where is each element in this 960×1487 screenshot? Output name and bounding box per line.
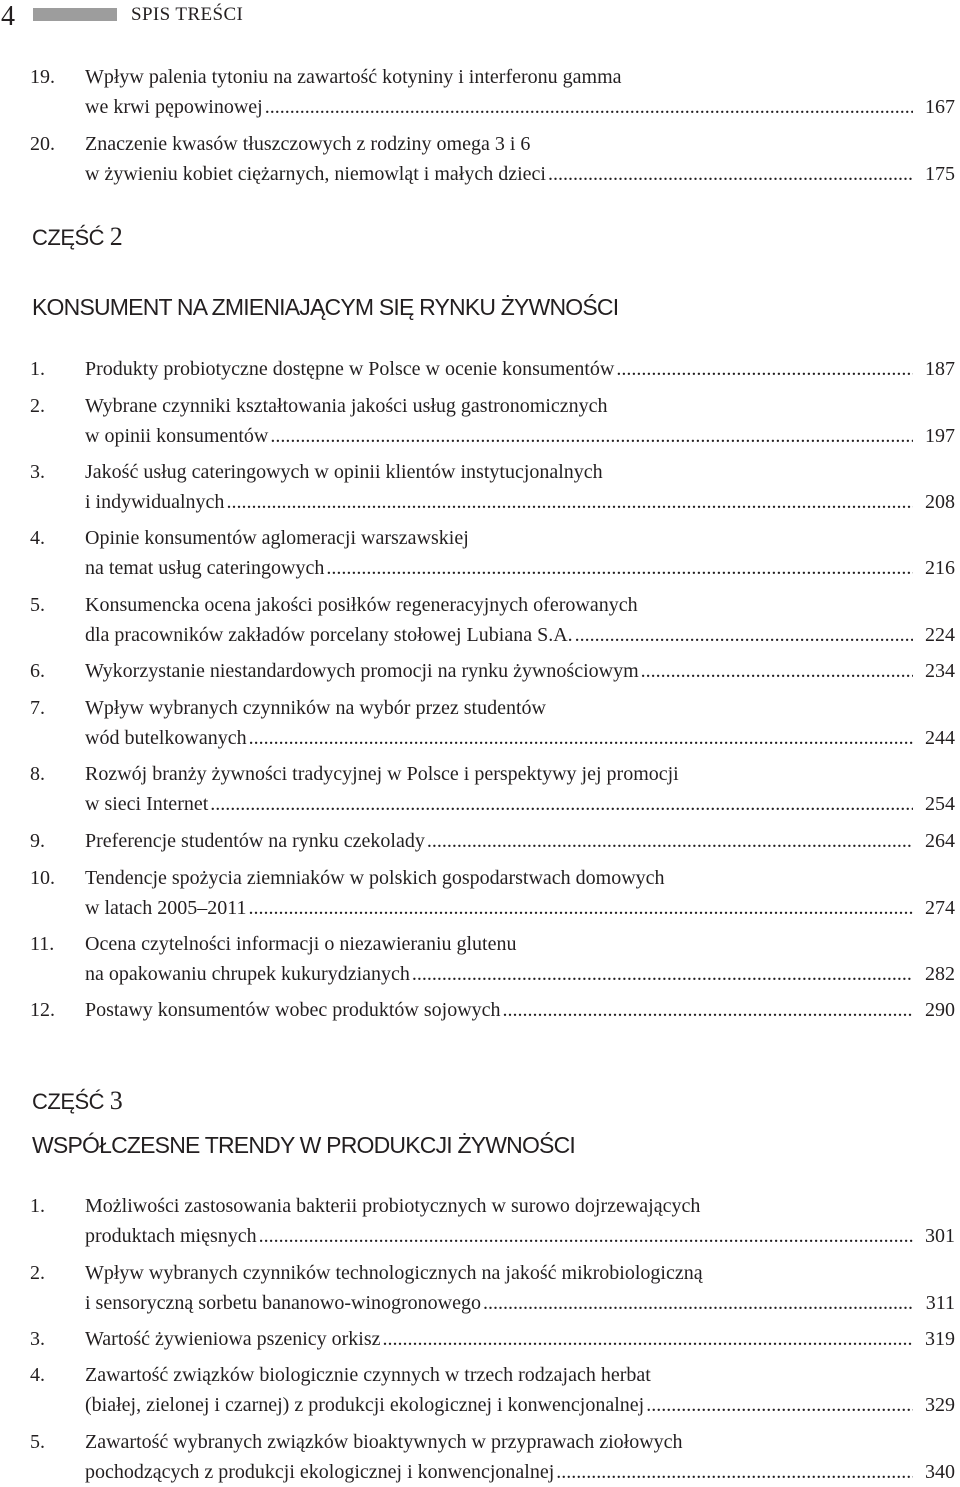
toc-entry-title-line: Wpływ palenia tytoniu na zawartość kotyniny i interferonu gamma xyxy=(85,66,622,88)
part-label-number: 2 xyxy=(109,222,123,251)
toc-entry-title-line: Zawartość wybranych związków bioaktywnych w przyprawach ziołowych xyxy=(85,1431,683,1453)
leader-dots xyxy=(548,160,913,189)
toc-entry-page: 234 xyxy=(925,660,955,682)
toc-entry-number: 6. xyxy=(30,660,45,682)
toc-entry-title-line: Produkty probiotyczne dostępne w Polsce w ocenie konsumentów xyxy=(85,358,615,380)
toc-entry-title-line: wód butelkowanych xyxy=(85,727,247,749)
toc-entry-title-line: Wpływ wybranych czynników na wybór przez studentów xyxy=(85,697,546,719)
toc-entry-title-line: na temat usług cateringowych xyxy=(85,557,325,579)
toc-entry-last-line xyxy=(85,1222,955,1251)
part-label-text: CZĘŚĆ xyxy=(32,1089,105,1114)
toc-entry-page: 340 xyxy=(925,1461,955,1483)
toc-entry-last-line xyxy=(85,724,955,753)
toc-entry-last-line xyxy=(85,1458,955,1487)
leader-dots xyxy=(265,93,913,122)
leader-dots xyxy=(270,422,913,451)
toc-entry-page: 254 xyxy=(925,793,955,815)
toc-entry-page: 167 xyxy=(925,96,955,118)
toc-entry-page: 208 xyxy=(925,491,955,513)
toc-entry-last-line xyxy=(85,488,955,517)
toc-entry-number: 5. xyxy=(30,594,45,616)
toc-entry-last-line xyxy=(85,422,955,451)
leader-dots xyxy=(556,1458,913,1487)
toc-entry-page: 175 xyxy=(925,163,955,185)
toc-entry-page: 282 xyxy=(925,963,955,985)
part-label-text: CZĘŚĆ xyxy=(32,225,105,250)
toc-entry-title-line: Wpływ wybranych czynników technologicznych na jakość mikrobiologiczną xyxy=(85,1262,703,1284)
toc-entry-number: 4. xyxy=(30,527,45,549)
leader-dots xyxy=(248,894,913,923)
toc-entry-title-line: Wybrane czynniki kształtowania jakości usług gastronomicznych xyxy=(85,395,608,417)
part-heading-label xyxy=(32,1086,122,1117)
toc-entry-title-line: Konsumencka ocena jakości posiłków regeneracyjnych oferowanych xyxy=(85,594,638,616)
toc-entry-title-line: (białej, zielonej i czarnej) z produkcji ekologicznej i konwencjonalnej xyxy=(85,1394,645,1416)
part-title: WSPÓŁCZESNE TRENDY W PRODUKCJI ŻYWNOŚCI xyxy=(32,1132,576,1158)
toc-entry-last-line xyxy=(85,657,955,686)
toc-entry-title-line: na opakowaniu chrupek kukurydzianych xyxy=(85,963,410,985)
toc-entry-title-line: Znaczenie kwasów tłuszczowych z rodziny omega 3 i 6 xyxy=(85,133,531,155)
toc-entry-page: 319 xyxy=(925,1328,955,1350)
toc-entry-title-line: w opinii konsumentów xyxy=(85,425,269,447)
toc-entry-title-line: Ocena czytelności informacji o niezawieraniu glutenu xyxy=(85,933,517,955)
toc-entry-title-line: we krwi pępowinowej xyxy=(85,96,263,118)
toc-entry-last-line xyxy=(85,827,955,856)
leader-dots xyxy=(226,488,913,517)
toc-entry-title-line: Możliwości zastosowania bakterii probiotycznych w surowo dojrzewających xyxy=(85,1195,701,1217)
toc-entry-title-line: Wartość żywieniowa pszenicy orkisz xyxy=(85,1328,381,1350)
leader-dots xyxy=(646,1391,913,1420)
toc-entry-number: 2. xyxy=(30,1262,45,1284)
toc-entry-title-line: w sieci Internet xyxy=(85,793,209,815)
leader-dots xyxy=(210,790,913,819)
toc-entry-title-line: w żywieniu kobiet ciężarnych, niemowląt i małych dzieci xyxy=(85,163,546,185)
leader-dots xyxy=(259,1222,913,1251)
toc-entry-last-line xyxy=(85,621,955,650)
toc-entry-last-line xyxy=(85,790,955,819)
toc-entry-last-line xyxy=(85,1391,955,1420)
page-number: 4 xyxy=(1,1,15,32)
leader-dots xyxy=(412,960,913,989)
toc-entry-last-line xyxy=(85,1325,955,1354)
toc-entry-number: 10. xyxy=(30,867,55,889)
toc-entry-number: 12. xyxy=(30,999,55,1021)
toc-entry-number: 5. xyxy=(30,1431,45,1453)
page-header xyxy=(0,0,960,36)
toc-entry-last-line xyxy=(85,1289,955,1318)
running-head: SPIS TREŚCI xyxy=(131,4,244,25)
toc-entry-title-line: Wykorzystanie niestandardowych promocji na rynku żywnościowym xyxy=(85,660,639,682)
toc-entry-page: 224 xyxy=(925,624,955,646)
toc-entry-number: 4. xyxy=(30,1364,45,1386)
toc-entry-number: 3. xyxy=(30,1328,45,1350)
toc-entry-page: 216 xyxy=(925,557,955,579)
leader-dots xyxy=(575,621,913,650)
toc-entry-page: 264 xyxy=(925,830,955,852)
toc-entry-page: 274 xyxy=(925,897,955,919)
toc-entry-title-line: Tendencje spożycia ziemniaków w polskich gospodarstwach domowych xyxy=(85,867,665,889)
toc-entry-number: 1. xyxy=(30,358,45,380)
toc-entry-title-line: Rozwój branży żywności tradycyjnej w Polsce i perspektywy jej promocji xyxy=(85,763,679,785)
leader-dots xyxy=(427,827,913,856)
toc-entry-last-line xyxy=(85,894,955,923)
toc-entry-number: 11. xyxy=(30,933,55,955)
toc-entry-page: 329 xyxy=(925,1394,955,1416)
leader-dots xyxy=(483,1289,913,1318)
toc-entry-number: 1. xyxy=(30,1195,45,1217)
header-bar-decoration xyxy=(33,8,117,21)
toc-entry-title-line: produktach mięsnych xyxy=(85,1225,257,1247)
toc-entry-last-line xyxy=(85,960,955,989)
toc-entry-page: 301 xyxy=(925,1225,955,1247)
toc-entry-number: 9. xyxy=(30,830,45,852)
toc-entry-title-line: Zawartość związków biologicznie czynnych w trzech rodzajach herbat xyxy=(85,1364,651,1386)
toc-entry-title-line: i sensoryczną sorbetu bananowo-winogronowego xyxy=(85,1292,482,1314)
leader-dots xyxy=(503,996,913,1025)
toc-entry-page: 311 xyxy=(925,1292,955,1314)
toc-entry-title-line: w latach 2005–2011 xyxy=(85,897,247,919)
toc-entry-last-line xyxy=(85,996,955,1025)
toc-entry-title-line: dla pracowników zakładów porcelany stołowej Lubiana S.A. xyxy=(85,624,573,646)
leader-dots xyxy=(616,355,913,384)
toc-entry-number: 3. xyxy=(30,461,45,483)
toc-entry-title-line: pochodzących z produkcji ekologicznej i konwencjonalnej xyxy=(85,1461,555,1483)
toc-entry-title-line: Postawy konsumentów wobec produktów sojowych xyxy=(85,999,501,1021)
toc-entry-title-line: i indywidualnych xyxy=(85,491,225,513)
toc-entry-title-line: Preferencje studentów na rynku czekolady xyxy=(85,830,425,852)
toc-entry-page: 187 xyxy=(925,358,955,380)
part-heading-label xyxy=(32,222,122,253)
toc-entry-last-line xyxy=(85,355,955,384)
toc-entry-page: 244 xyxy=(925,727,955,749)
toc-entry-number: 20. xyxy=(30,133,55,155)
toc-entry-number: 2. xyxy=(30,395,45,417)
leader-dots xyxy=(383,1325,913,1354)
toc-entry-title-line: Opinie konsumentów aglomeracji warszawskiej xyxy=(85,527,469,549)
toc-entry-number: 19. xyxy=(30,66,55,88)
leader-dots xyxy=(641,657,913,686)
toc-entry-number: 8. xyxy=(30,763,45,785)
toc-entry-number: 7. xyxy=(30,697,45,719)
toc-entry-title-line: Jakość usług cateringowych w opinii klientów instytucjonalnych xyxy=(85,461,603,483)
part-title: KONSUMENT NA ZMIENIAJĄCYM SIĘ RYNKU ŻYWNOŚCI xyxy=(32,294,619,320)
toc-entry-last-line xyxy=(85,554,955,583)
toc-entry-page: 290 xyxy=(925,999,955,1021)
toc-entry-last-line xyxy=(85,93,955,122)
toc-entry-page: 197 xyxy=(925,425,955,447)
toc-entry-last-line xyxy=(85,160,955,189)
leader-dots xyxy=(326,554,913,583)
leader-dots xyxy=(249,724,913,753)
part-label-number: 3 xyxy=(109,1086,123,1115)
